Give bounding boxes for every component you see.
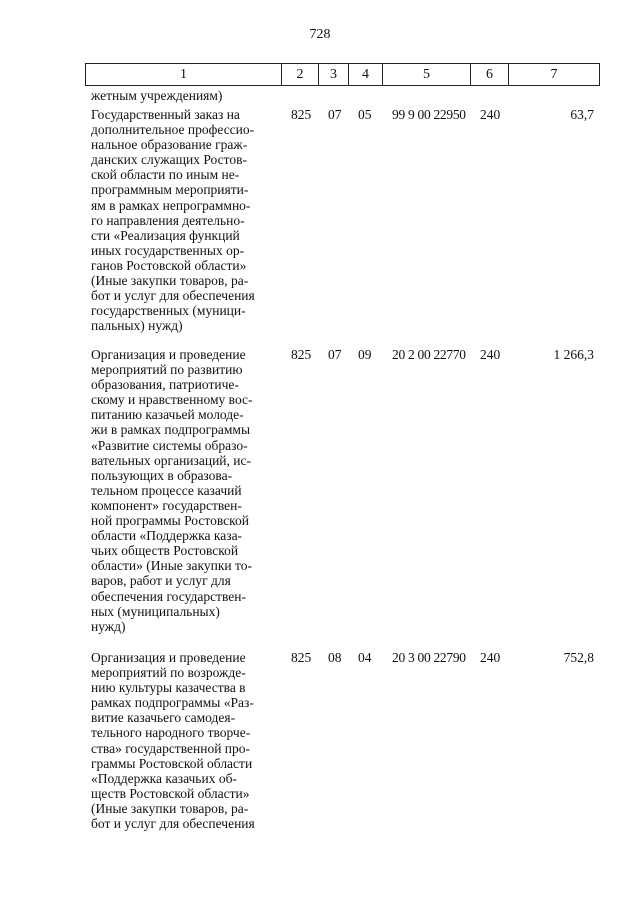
column-header-table: [85, 63, 600, 86]
cell-code-4: 05: [358, 107, 372, 122]
cell-code-4: 09: [358, 347, 372, 362]
cell-code-6: 240: [480, 107, 501, 122]
column-header: 2: [282, 64, 319, 86]
cell-code-5: 20 3 00 22790: [392, 650, 466, 665]
cell-code-2: 825: [291, 107, 312, 122]
cell-code-6: 240: [480, 650, 501, 665]
row-description: Организация и проведение мероприятий по развитию образования, патриотиче- скому и нравственному вос- питанию казачьей молоде- жи в рамках подпрограммы «Развитие системы образо- вательных организаций, ис- пользующих в образова- тельном процессе казачий компонент» государствен- ной программы Ростовской области «Поддержка каза- чьих обществ Ростовской области» (Иные закупки то- варов, работ и услуг для обеспечения государствен- ных (муниципальных) нужд): [91, 347, 253, 634]
cell-code-2: 825: [291, 650, 312, 665]
cell-code-3: 08: [328, 650, 342, 665]
cell-code-3: 07: [328, 347, 342, 362]
column-header: 4: [349, 64, 383, 86]
cell-amount: 752,8: [563, 650, 594, 665]
cell-code-2: 825: [291, 347, 312, 362]
page-number: 728: [309, 27, 331, 42]
cell-code-3: 07: [328, 107, 342, 122]
cell-amount: 1 266,3: [553, 347, 594, 362]
column-header: 7: [509, 64, 600, 86]
column-header: 3: [319, 64, 349, 86]
cell-amount: 63,7: [570, 107, 594, 122]
column-header-row: [86, 64, 600, 86]
column-header: 1: [86, 64, 282, 86]
column-header: 6: [471, 64, 509, 86]
column-header: 5: [383, 64, 471, 86]
cell-code-6: 240: [480, 347, 501, 362]
cell-code-5: 20 2 00 22770: [392, 347, 466, 362]
cell-code-4: 04: [358, 650, 372, 665]
cell-code-5: 99 9 00 22950: [392, 107, 466, 122]
row-description: Государственный заказ на дополнительное профессио- нальное образование граж- данских служащих Ростов- ской области по иным не- программным мероприяти- ям в рамках непрограммно- го направления деятельно- сти «Реализация функций иных государственных ор- ганов Ростовской области» (Иные закупки товаров, ра- бот и услуг для обеспечения государственных (муници- пальных) нужд): [91, 107, 255, 334]
row-description: Организация и проведение мероприятий по возрожде- нию культуры казачества в рамках подпрограммы «Раз- витие казачьего самодея- тельного народного творче- ства» государственной про- граммы Ростовской области «Поддержка казачьих об- ществ Ростовской области» (Иные закупки товаров, ра- бот и услуг для обеспечения: [91, 650, 255, 832]
continuation-text: жетным учреждениям): [91, 88, 223, 103]
